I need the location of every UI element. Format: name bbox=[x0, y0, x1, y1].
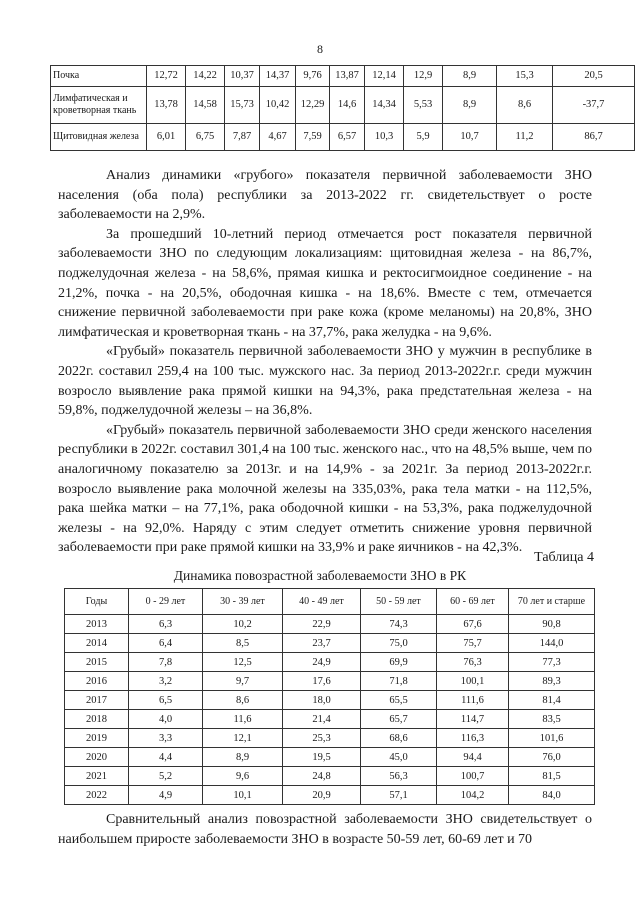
paragraph: Анализ динамики «грубого» показателя первичной заболеваемости ЗНО населения (оба пола) республики за 2013-2022 гг. свидетельствует о росте заболеваемости на 2,9%. bbox=[58, 168, 592, 223]
table-row bbox=[65, 748, 595, 767]
table-cell: 76,3 bbox=[437, 653, 509, 672]
table-cell: 5,9 bbox=[404, 124, 443, 151]
year-cell: 2014 bbox=[65, 634, 129, 653]
table-cell: 12,14 bbox=[365, 66, 404, 87]
column-header: 40 - 49 лет bbox=[283, 589, 361, 615]
table-cell: 100,7 bbox=[437, 767, 509, 786]
table-cell: 20,5 bbox=[553, 66, 635, 87]
incidence-table-fragment bbox=[50, 65, 635, 151]
table-cell: 81,5 bbox=[509, 767, 595, 786]
table-cell: 9,6 bbox=[203, 767, 283, 786]
table-cell: 6,3 bbox=[129, 615, 203, 634]
age-incidence-table bbox=[64, 588, 595, 805]
table-cell: 14,34 bbox=[365, 87, 404, 124]
table-cell: 10,37 bbox=[225, 66, 260, 87]
table-cell: 6,5 bbox=[129, 691, 203, 710]
table-cell: 12,29 bbox=[296, 87, 330, 124]
table-cell: 6,75 bbox=[186, 124, 225, 151]
table-cell: 111,6 bbox=[437, 691, 509, 710]
table-cell: 65,5 bbox=[361, 691, 437, 710]
table-cell: 12,1 bbox=[203, 729, 283, 748]
year-cell: 2021 bbox=[65, 767, 129, 786]
table-cell: 76,0 bbox=[509, 748, 595, 767]
table-cell: 83,5 bbox=[509, 710, 595, 729]
table-row bbox=[65, 615, 595, 634]
table-cell: 23,7 bbox=[283, 634, 361, 653]
table-cell: 12,72 bbox=[147, 66, 186, 87]
table-cell: 8,6 bbox=[203, 691, 283, 710]
table-cell: -37,7 bbox=[553, 87, 635, 124]
table-cell: 69,9 bbox=[361, 653, 437, 672]
table-cell: 74,3 bbox=[361, 615, 437, 634]
table-cell: 100,1 bbox=[437, 672, 509, 691]
table-cell: 94,4 bbox=[437, 748, 509, 767]
table-cell: 81,4 bbox=[509, 691, 595, 710]
table-cell: 11,2 bbox=[497, 124, 553, 151]
table-cell: 56,3 bbox=[361, 767, 437, 786]
table-row bbox=[51, 66, 635, 87]
table-cell: 4,67 bbox=[260, 124, 296, 151]
table-cell: 8,6 bbox=[497, 87, 553, 124]
table-cell: 75,0 bbox=[361, 634, 437, 653]
table-cell: 13,78 bbox=[147, 87, 186, 124]
table-row bbox=[65, 653, 595, 672]
column-header: 30 - 39 лет bbox=[203, 589, 283, 615]
table-cell: 57,1 bbox=[361, 786, 437, 805]
table-cell: 14,37 bbox=[260, 66, 296, 87]
year-cell: 2020 bbox=[65, 748, 129, 767]
table-row bbox=[51, 124, 635, 151]
table-row bbox=[65, 691, 595, 710]
table-cell: 22,9 bbox=[283, 615, 361, 634]
table-cell: 67,6 bbox=[437, 615, 509, 634]
year-cell: 2015 bbox=[65, 653, 129, 672]
table-cell: 86,7 bbox=[553, 124, 635, 151]
incidence-table-body bbox=[51, 66, 635, 151]
table-cell: 10,3 bbox=[365, 124, 404, 151]
table-cell: 20,9 bbox=[283, 786, 361, 805]
table-cell: 4,9 bbox=[129, 786, 203, 805]
table-cell: 104,2 bbox=[437, 786, 509, 805]
table-cell: 71,8 bbox=[361, 672, 437, 691]
table-row bbox=[65, 786, 595, 805]
column-header: 50 - 59 лет bbox=[361, 589, 437, 615]
table-cell: 10,7 bbox=[443, 124, 497, 151]
table-cell: 10,42 bbox=[260, 87, 296, 124]
table-cell: 3,3 bbox=[129, 729, 203, 748]
year-cell: 2016 bbox=[65, 672, 129, 691]
column-header: 70 лет и старше bbox=[509, 589, 595, 615]
table-cell: 14,22 bbox=[186, 66, 225, 87]
table-cell: 19,5 bbox=[283, 748, 361, 767]
table-cell: 75,7 bbox=[437, 634, 509, 653]
year-cell: 2018 bbox=[65, 710, 129, 729]
table-cell: 77,3 bbox=[509, 653, 595, 672]
table-cell: 14,58 bbox=[186, 87, 225, 124]
page-number: 8 bbox=[317, 42, 323, 56]
table-caption: Таблица 4 bbox=[534, 550, 594, 565]
table-cell: 116,3 bbox=[437, 729, 509, 748]
table-row bbox=[65, 729, 595, 748]
table-cell: 15,3 bbox=[497, 66, 553, 87]
paragraph: За прошедший 10-летний период отмечается рост показателя первичной заболеваемости ЗНО по следующим локализациям: щитовидная железа - на 86,7%, поджелудочная железа - на 58,6%, прямая кишка и ректосигмоидное соединение - на 21,2%, почка - на 20,5%, ободочная кишка - на 18,6%. Вместе с тем, отмечается снижение первичной заболеваемости при раке кожа (кроме меланомы) на 20,8%, ЗНО лимфатическая и кроветворная ткань - на 37,7%, рака желудка - на 9,6%. bbox=[58, 226, 592, 340]
table-cell: 25,3 bbox=[283, 729, 361, 748]
year-cell: 2022 bbox=[65, 786, 129, 805]
age-table-body bbox=[65, 615, 595, 805]
table-cell: 4,0 bbox=[129, 710, 203, 729]
row-label: Щитовидная железа bbox=[51, 124, 147, 151]
table-cell: 10,1 bbox=[203, 786, 283, 805]
column-header: Годы bbox=[65, 589, 129, 615]
table-cell: 101,6 bbox=[509, 729, 595, 748]
table-cell: 21,4 bbox=[283, 710, 361, 729]
table-cell: 6,4 bbox=[129, 634, 203, 653]
bottom-text-block bbox=[58, 810, 592, 849]
table-cell: 65,7 bbox=[361, 710, 437, 729]
text-block bbox=[58, 166, 592, 558]
table-row bbox=[65, 634, 595, 653]
table-cell: 6,57 bbox=[330, 124, 365, 151]
table-cell: 90,8 bbox=[509, 615, 595, 634]
table-cell: 7,8 bbox=[129, 653, 203, 672]
table-cell: 9,7 bbox=[203, 672, 283, 691]
table-cell: 9,76 bbox=[296, 66, 330, 87]
table-cell: 144,0 bbox=[509, 634, 595, 653]
table-cell: 45,0 bbox=[361, 748, 437, 767]
table-cell: 14,6 bbox=[330, 87, 365, 124]
paragraph: «Грубый» показатель первичной заболеваемости ЗНО среди женского населения республики в 2022г. составил 301,4 на 100 тыс. женского нас., что на 48,5% выше, чем по аналогичному показателю за 2013г. и на 14,9% - за 2021г. За период 2013-2022г.г. возросло выявление рака молочной железы на 335,03%, рака тела матки - на 112,5%, рака шейка матки – на 77,1%, рака ободочной кишки - на 53,3%, рака поджелудочной железы - на 92,0%. Наряду с этим следует отметить снижение уровня первичной заболеваемости при раке прямой кишки на 33,9% и раке яичников - на 42,3%. bbox=[58, 422, 592, 556]
year-cell: 2013 bbox=[65, 615, 129, 634]
table-cell: 8,5 bbox=[203, 634, 283, 653]
column-header: 60 - 69 лет bbox=[437, 589, 509, 615]
table-row bbox=[51, 87, 635, 124]
paragraph: Сравнительный анализ повозрастной заболеваемости ЗНО свидетельствует о наибольшем приросте заболеваемости ЗНО в возрасте 50-59 лет, 60-69 лет и 70 bbox=[58, 812, 592, 847]
age-table-header-row bbox=[65, 589, 595, 615]
table-cell: 3,2 bbox=[129, 672, 203, 691]
table-cell: 6,01 bbox=[147, 124, 186, 151]
table-cell: 24,9 bbox=[283, 653, 361, 672]
table-row bbox=[65, 767, 595, 786]
table-cell: 7,59 bbox=[296, 124, 330, 151]
table-cell: 84,0 bbox=[509, 786, 595, 805]
table-cell: 12,9 bbox=[404, 66, 443, 87]
row-label: Лимфатическая и кроветворная ткань bbox=[51, 87, 147, 124]
table-cell: 4,4 bbox=[129, 748, 203, 767]
paragraph: «Грубый» показатель первичной заболеваемости ЗНО у мужчин в республике в 2022г. составил 259,4 на 100 тыс. мужского нас. За период 2013-2022г.г. среди мужчин возросло выявление рака прямой кишки на 94,3%, рака предстательная железа - на 59,8%, поджелудочной железы – на 36,8%. bbox=[58, 344, 592, 419]
table-cell: 24,8 bbox=[283, 767, 361, 786]
table-cell: 17,6 bbox=[283, 672, 361, 691]
table-cell: 13,87 bbox=[330, 66, 365, 87]
row-label: Почка bbox=[51, 66, 147, 87]
table-cell: 5,2 bbox=[129, 767, 203, 786]
table-cell: 7,87 bbox=[225, 124, 260, 151]
table-cell: 18,0 bbox=[283, 691, 361, 710]
table-cell: 8,9 bbox=[443, 87, 497, 124]
table-cell: 114,7 bbox=[437, 710, 509, 729]
table-cell: 89,3 bbox=[509, 672, 595, 691]
table-cell: 5,53 bbox=[404, 87, 443, 124]
table-row bbox=[65, 710, 595, 729]
year-cell: 2019 bbox=[65, 729, 129, 748]
table-cell: 11,6 bbox=[203, 710, 283, 729]
table-cell: 12,5 bbox=[203, 653, 283, 672]
table-cell: 68,6 bbox=[361, 729, 437, 748]
table-row bbox=[65, 672, 595, 691]
table-cell: 8,9 bbox=[203, 748, 283, 767]
table-cell: 8,9 bbox=[443, 66, 497, 87]
column-header: 0 - 29 лет bbox=[129, 589, 203, 615]
table-cell: 10,2 bbox=[203, 615, 283, 634]
table-title: Динамика повозрастной заболеваемости ЗНО в РК bbox=[173, 568, 467, 583]
year-cell: 2017 bbox=[65, 691, 129, 710]
table-cell: 15,73 bbox=[225, 87, 260, 124]
